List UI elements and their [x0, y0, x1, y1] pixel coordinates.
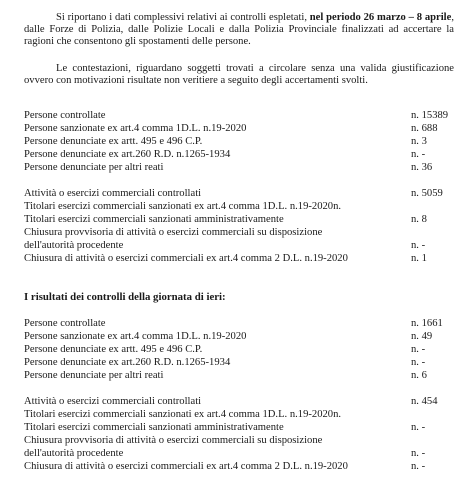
row-label: Persone sanzionate ex art.4 comma 1D.L. n.19-2020	[24, 331, 247, 342]
row-value: n. -	[411, 240, 426, 251]
row-value: n. 3	[411, 136, 427, 147]
row-value: n. 6	[411, 370, 427, 381]
row-value: n. -	[411, 461, 426, 472]
row-label: Titolari esercizi commerciali sanzionati ex art.4 comma 1D.L. n.19-2020n.	[24, 201, 342, 212]
row-value: n. 8	[411, 214, 427, 225]
section-heading: I risultati dei controlli della giornata di ieri:	[24, 291, 226, 303]
row-label: dell'autorità procedente	[24, 448, 124, 459]
row-value: n. 454	[411, 396, 438, 407]
row-label: Chiusura provvisoria di attività o esercizi commerciali su disposizione	[24, 435, 323, 446]
row-label: Persone denunciate ex artt. 495 e 496 C.P.	[24, 136, 203, 147]
table-row	[24, 110, 464, 122]
table-row	[24, 240, 464, 252]
table-row	[24, 227, 464, 239]
row-label: Persone controllate	[24, 110, 106, 121]
intro-paragraph	[24, 12, 454, 49]
table-row	[24, 201, 464, 213]
intro-text-end: , dalle Forze di Polizia, dalle Polizie Locali e dalla Polizia Provinciale finalizzati ad accertare la ragioni che consentono gli spostamenti delle persone.	[24, 12, 454, 48]
row-value: n. -	[411, 448, 426, 459]
table-row	[24, 357, 464, 369]
row-label: Chiusura provvisoria di attività o esercizi commerciali su disposizione	[24, 227, 323, 238]
table-row	[24, 149, 464, 161]
row-value: n. 1	[411, 253, 427, 264]
table-row	[24, 396, 464, 408]
row-label: Attività o esercizi commerciali controllati	[24, 396, 202, 407]
row-label: Persone denunciate ex artt. 495 e 496 C.P.	[24, 344, 203, 355]
row-value: n. -	[411, 344, 426, 355]
table-row	[24, 253, 464, 265]
table-row	[24, 331, 464, 343]
row-label: Persone denunciate per altri reati	[24, 162, 164, 173]
table-row	[24, 344, 464, 356]
table-row	[24, 370, 464, 382]
row-value: n. 36	[411, 162, 433, 173]
intro-period: nel periodo 26 marzo – 8 aprile	[309, 12, 452, 23]
table-row	[24, 461, 464, 473]
row-label: Chiusura di attività o esercizi commerciali ex art.4 comma 2 D.L. n.19-2020	[24, 461, 348, 472]
row-label: Titolari esercizi commerciali sanzionati ex art.4 comma 1D.L. n.19-2020n.	[24, 409, 342, 420]
table-row	[24, 162, 464, 174]
table-row	[24, 448, 464, 460]
row-value: n. 5059	[411, 188, 443, 199]
intro-text-start: Si riportano i dati complessivi relativi ai controlli espletati,	[56, 12, 310, 23]
row-value: n. 688	[411, 123, 438, 134]
row-value: n. 49	[411, 331, 433, 342]
table-row	[24, 214, 464, 226]
row-value: n. -	[411, 422, 426, 433]
row-label: Persone controllate	[24, 318, 106, 329]
table-row	[24, 188, 464, 200]
row-label: Persone denunciate per altri reati	[24, 370, 164, 381]
row-value: n. -	[411, 149, 426, 160]
row-value: n. 1661	[411, 318, 443, 329]
table-row	[24, 422, 464, 434]
table-row	[24, 409, 464, 421]
table-row	[24, 435, 464, 447]
row-value: n. -	[411, 357, 426, 368]
row-label: Attività o esercizi commerciali controllati	[24, 188, 202, 199]
row-label: Chiusura di attività o esercizi commerciali ex art.4 comma 2 D.L. n.19-2020	[24, 253, 348, 264]
row-label: Titolari esercizi commerciali sanzionati amministrativamente	[24, 422, 284, 433]
table-row	[24, 136, 464, 148]
row-label: dell'autorità procedente	[24, 240, 124, 251]
row-label: Persone sanzionate ex art.4 comma 1D.L. n.19-2020	[24, 123, 247, 134]
table-row	[24, 318, 464, 330]
table-row	[24, 123, 464, 135]
note-paragraph	[24, 63, 454, 87]
row-value: n. 15389	[411, 110, 449, 121]
note-text: Le contestazioni, riguardano soggetti trovati a circolare senza una valida giustificazione ovvero con motivazioni risultate non veritiere a seguito degli accertamenti svolti.	[24, 63, 454, 87]
row-label: Titolari esercizi commerciali sanzionati amministrativamente	[24, 214, 284, 225]
row-label: Persone denunciate ex art.260 R.D. n.1265-1934	[24, 357, 231, 368]
row-label: Persone denunciate ex art.260 R.D. n.1265-1934	[24, 149, 231, 160]
